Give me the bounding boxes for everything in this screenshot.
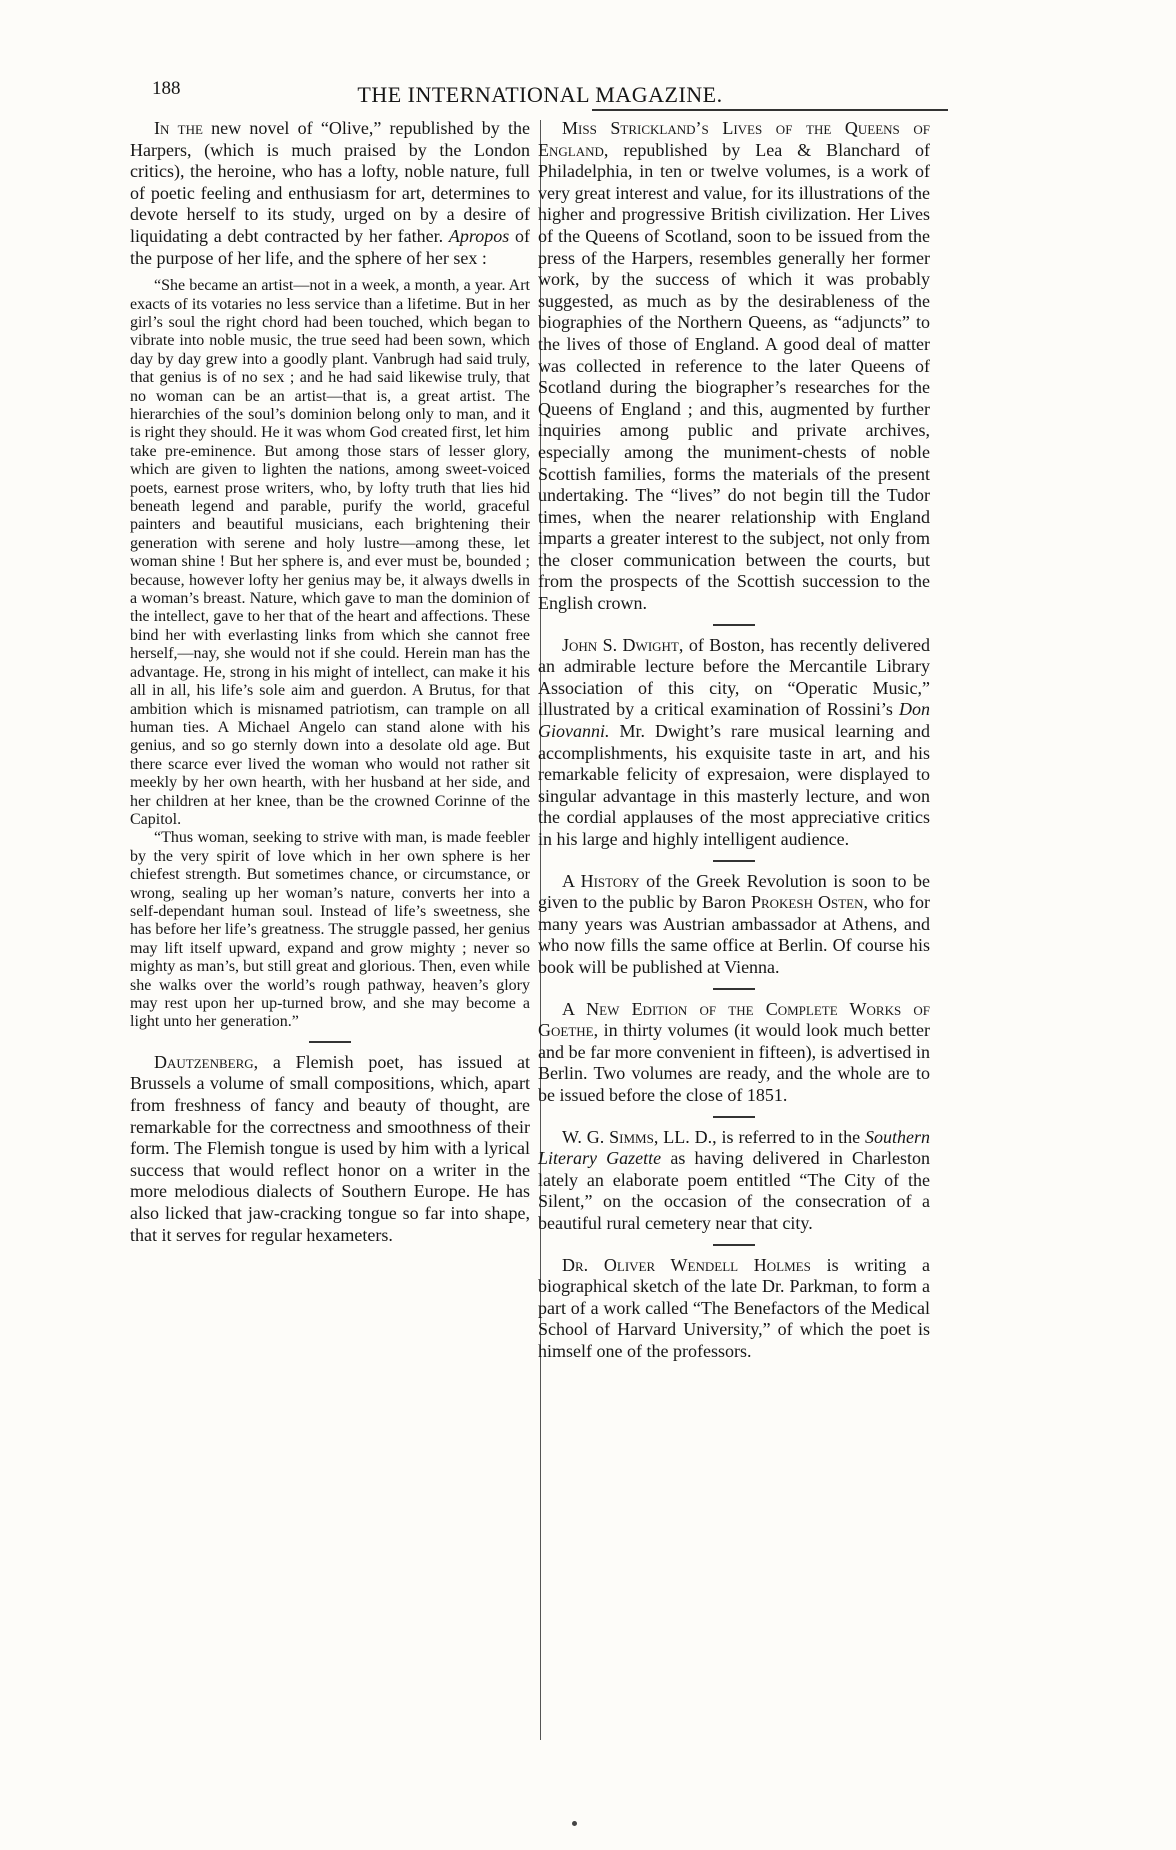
simms-lead: W. G. Simms, LL. D.,	[562, 1126, 717, 1147]
section-separator	[713, 988, 755, 990]
section-separator	[713, 1116, 755, 1118]
spacer	[130, 269, 530, 277]
olive-quote-1: “She became an artist—not in a week, a month, a year. Art exacts of its votaries no less service than a lifetime. But in her girl’s soul the right chord had been touched, which began to vibrate into noble music, the true seed had been sown, which day by day grew into a goodly plant. Vanbrugh had said truly, that genius is of no sex ; and he had said likewise truly, that no woman can be an artist—that is, a great artist. The hierarchies of the soul’s dominion belong only to man, and it is right they should. He it was whom God created first, let him take pre-eminence. But among those stars of lesser glory, which are given to lighten the nations, among sweet-voiced poets, earnest prose writers, who, by lofty truth that lies hid beneath legend and parable, purify the world, graceful painters and beautiful musicians, each brightening their generation with serene and holy lustre—among these, let woman shine ! But her sphere is, and ever must be, bounded ; because, however lofty her genius may be, it always dwells in a woman’s breast. Nature, which gave to man the dominion of the intellect, gave to her that of the heart and affections. These bind her with everlasting links from which she cannot free herself,—nay, she would not if she could. Herein man has the advantage. He, strong in his might of intellect, can make it his all in all, his life’s sole aim and guerdon. A Brutus, for that ambition which is misnamed patriotism, can trample on all human ties. A Michael Angelo can stand alone with his genius, and so go sternly down into a desolate old age. But there scarce ever lived the woman who would not rather sit meekly by her own hearth, with her husband at her side, and her children at her knee, than be the crowned Corinne of the Capitol.	[130, 277, 530, 828]
simms-paragraph	[538, 1127, 930, 1235]
olive-lead: In the	[154, 118, 203, 138]
page-mark	[572, 1821, 577, 1826]
right-column	[538, 118, 930, 1362]
dautzenberg-paragraph	[130, 1052, 530, 1246]
dwight-paragraph	[538, 635, 930, 851]
header-rule	[592, 109, 948, 111]
dautzenberg-text: a Flemish poet, has issued at Brussels a volume of small compositions, which, apart from freshness of fancy and beauty of thought, are remarkable for the correctness and smoothness of their form. The Flemish tongue is used by him with a lyrical success that would reflect honor on a writer in the more melodious dialects of Southern Europe. He has also licked that jaw-cracking tongue so far into shape, that it serves for regular hexameters.	[130, 1051, 530, 1245]
olive-text: new novel of “Olive,” republished by the Harpers, (which is much praised by the London critics), the heroine, who has a lofty, noble nature, full of poetic feeling and enthusiasm for art, determines to devote herself to its study, urged on by a desire of liquidating a debt contracted by her father.	[130, 118, 530, 246]
olive-text-end: of the purpose of her life, and the sphere of her sex :	[130, 225, 530, 268]
history-paragraph	[538, 871, 930, 979]
section-separator	[713, 624, 755, 626]
history-text-2: who for many years was Austrian ambassador at Athens, and who now fills the same office at Berlin. Of course his book will be published at Vienna.	[538, 892, 930, 977]
history-name: Prokesh Osten,	[750, 892, 868, 913]
dwight-opera: Don Giovanni.	[538, 699, 930, 742]
section-separator	[713, 1244, 755, 1246]
dwight-text-2: Mr. Dwight’s rare musical learning and accomplishments, his exquisite taste in art, and his remarkable felicity of expresaion, were displayed to singular advantage in this masterly lecture, and won the cordial applauses of the most appreciative critics in his large and highly intelligent audience.	[538, 721, 930, 849]
goethe-paragraph	[538, 999, 930, 1107]
left-column	[130, 118, 530, 1246]
simms-text-1: is referred to in the	[716, 1126, 866, 1147]
goethe-text: in thirty volumes (it would look much better and be far more convenient in fifteen), is advertised in Berlin. Two volumes are ready, and the whole are to be issued before the close of 1851.	[538, 1020, 930, 1105]
strickland-text: republished by Lea & Blanchard of Philadelphia, in ten or twelve volumes, is a work of very great interest and value, for its illustrations of the higher and progressive British civilization. Her Lives of the Queens of Scotland, soon to be issued from the press of the Harpers, resembles generally her former work, by the success of which it was probably suggested, as much as by the desirableness of the biographies of the Northern Queens, as “adjuncts” to the lives of those of England. A good deal of matter was collected in reference to the later Queens of Scotland during the biographer’s researches for the Queens of England ; and this, augmented by further inquiries among public and private archives, especially among the muniment-chests of noble Scottish families, forms the materials of the present undertaking. The “lives” do not begin till the Tudor times, when the nearer relationship with England imparts a greater interest to the subject, not only from the closer communication between the courts, but from the prospects of the Scottish succession to the English crown.	[538, 139, 930, 614]
simms-text-2: as having delivered in Charleston lately an elaborate poem entitled “The City of the Silent,” on the occasion of the consecration of a beautiful rural cemetery near that city.	[538, 1148, 930, 1233]
history-text-1: of the Greek Revolution is soon to be given to the public by Baron	[538, 870, 930, 913]
section-separator	[713, 860, 755, 862]
strickland-paragraph	[538, 118, 930, 615]
history-lead: A History	[562, 870, 640, 891]
dwight-text-1: of Boston, has recently delivered an admirable lecture before the Mercantile Library Association of this city, on “Operatic Music,” illustrated by a critical examination of Rossini’s	[538, 634, 930, 720]
section-separator	[309, 1041, 351, 1043]
simms-journal: Southern Literary Gazette	[538, 1126, 931, 1169]
dwight-lead: John S. Dwight,	[562, 634, 684, 655]
holmes-text: is writing a biographical sketch of the late Dr. Parkman, to form a part of a work called “The Benefactors of the Medical School of Harvard University,” of which the poet is himself one of the professors.	[538, 1254, 930, 1361]
running-head: THE INTERNATIONAL MAGAZINE.	[357, 82, 723, 107]
olive-paragraph	[130, 118, 530, 269]
page-number: 188	[152, 78, 181, 99]
olive-apropos: Apropos	[448, 225, 510, 246]
holmes-paragraph	[538, 1255, 930, 1363]
dautzenberg-lead: Dautzenberg,	[154, 1051, 259, 1072]
strickland-lead: Miss Strickland’s Lives of the Queens of England,	[538, 118, 930, 160]
olive-quote-2: “Thus woman, seeking to strive with man, is made feebler by the very spirit of love which in her own sphere is her chiefest strength. But sometimes chance, or circumstance, or wrong, sealing up her woman’s nature, converts her into a self-dependant human soul. Instead of life’s sweetness, she has before her life’s greatness. The struggle passed, her genius may lift itself upward, expand and grow mighty ; never so mighty as man’s, but still great and glorious. Then, even while she walks over the world’s rough pathway, heaven’s glory may rest upon her up-turned brow, and she may become a light unto her generation.”	[130, 829, 530, 1031]
goethe-lead: A New Edition of the Complete Works of Goethe,	[538, 998, 930, 1041]
holmes-lead: Dr. Oliver Wendell Holmes	[562, 1254, 811, 1275]
